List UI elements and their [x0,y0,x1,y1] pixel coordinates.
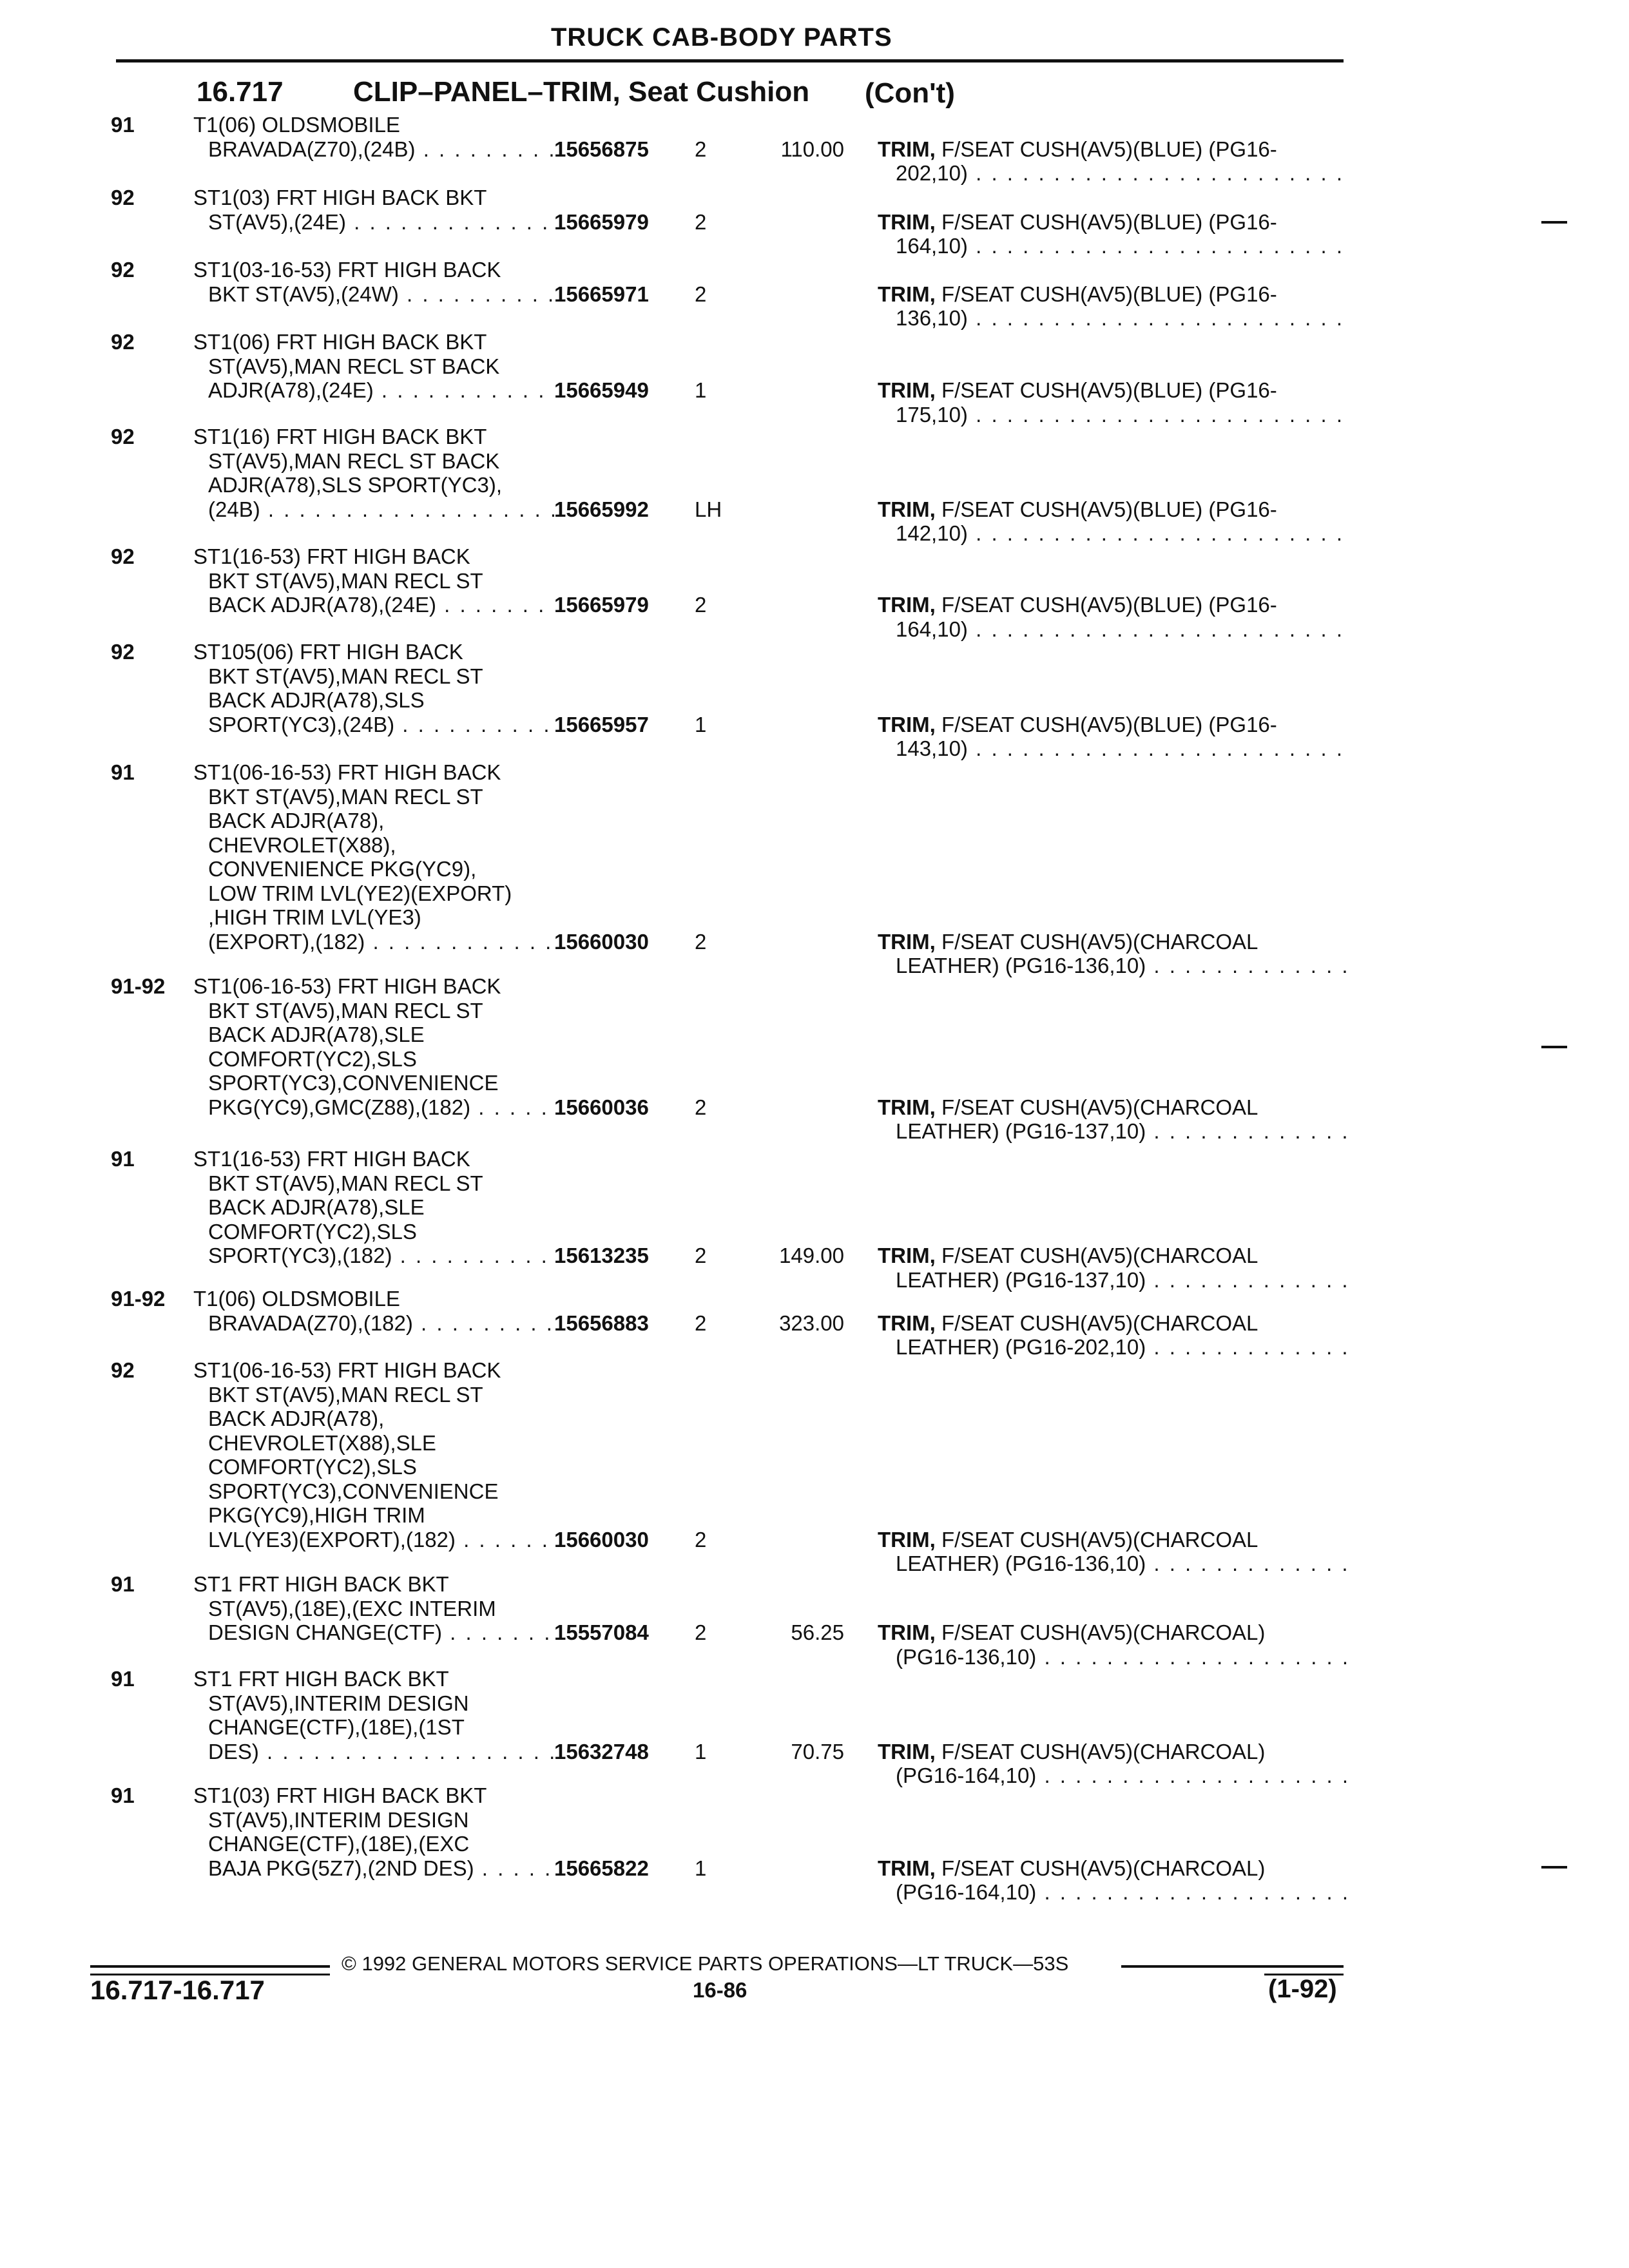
entry-description [193,1783,554,1880]
entry-trim-line: LEATHER) (PG16-137,10) . . . [878,1119,1348,1144]
entry-trim-line [878,713,1348,737]
entry-trim-description [878,1528,1348,1576]
entry-ref-number: 92 [111,258,135,282]
entry-description-line: COMFORT(YC2),SLS [208,1455,417,1479]
entry-price: 70.75 [791,1739,844,1763]
entry-description-line: (EXPORT),(182) . . . [193,930,554,954]
entry-trim-line: (PG16-164,10) . . . [878,1763,1348,1788]
entry-trim-label: TRIM, [878,929,936,954]
entry-trim-label: TRIM, [878,1095,936,1119]
entry-trim-line: 143,10) . . . [878,736,1348,761]
entry-trim-line [878,210,1348,235]
entry-quantity: 1 [695,1856,707,1880]
entry-description-line: CONVENIENCE PKG(YC9), [208,857,477,881]
entry-description-line: T1(06) OLDSMOBILE [193,1287,400,1311]
entry-description-line: T1(06) OLDSMOBILE [193,113,400,137]
entry-part-number: 15665957 [554,712,649,736]
entry-price: 110.00 [780,137,844,161]
entry-description-line: (24B) . . . [193,497,554,522]
entry-trim-description [878,282,1348,331]
entry-trim-label: TRIM, [878,712,936,736]
entry-ref-number: 91-92 [111,1287,166,1311]
entry-trim-label: TRIM, [878,1739,936,1763]
entry-trim-line [878,1095,1348,1120]
entry-description-line: PKG(YC9),HIGH TRIM [208,1503,425,1527]
entry-description-line: LOW TRIM LVL(YE2)(EXPORT) [208,881,512,905]
entry-trim-description [878,1244,1348,1292]
entry-description-line: BACK ADJR(A78),(24E) . . . [193,593,554,617]
entry-trim-line [878,497,1348,522]
entry-description [193,760,554,954]
entry-description [193,425,554,521]
entry-description [193,1358,554,1552]
entry-trim-text: F/SEAT CUSH(AV5)(CHARCOAL) [941,1620,1266,1644]
entry-part-number: 15660036 [554,1095,649,1119]
entry-description-line: ST1(03) FRT HIGH BACK BKT [193,1783,487,1807]
header-rule [116,59,1344,62]
entry-trim-label: TRIM, [878,137,936,161]
entry-description-line: COMFORT(YC2),SLS [208,1046,417,1071]
entry-description-line: CHEVROLET(X88), [208,832,396,857]
entry-description-line: CHANGE(CTF),(18E),(1ST [208,1715,465,1739]
entry-ref-number: 91-92 [111,974,166,998]
footer-rule [90,1965,330,1968]
section-continued: (Con't) [865,77,955,109]
entry-trim-line [878,378,1348,403]
entry-description-line: ST1(03) FRT HIGH BACK BKT [193,186,487,209]
entry-quantity: 1 [695,1739,707,1763]
entry-description-line: BAJA PKG(5Z7),(2ND DES) . . . [193,1856,554,1881]
entry-trim-label: TRIM, [878,497,936,521]
entry-trim-text: F/SEAT CUSH(AV5)(BLUE) (PG16- [941,282,1277,306]
entry-ref-number: 91 [111,1667,135,1691]
entry-description-line: BKT ST(AV5),MAN RECL ST [208,1171,483,1195]
entry-description [193,330,554,403]
entry-description-line: BRAVADA(Z70),(182) . . . [193,1311,554,1336]
entry-description-line: ST1 FRT HIGH BACK BKT [193,1667,449,1691]
entry-trim-line: (PG16-136,10) . . . [878,1645,1348,1669]
entry-description-line: CHANGE(CTF),(18E),(EXC [208,1832,470,1856]
entry-trim-text: F/SEAT CUSH(AV5)(CHARCOAL [941,1527,1258,1552]
entry-trim-line: 164,10) . . . [878,617,1348,642]
entry-trim-description [878,713,1348,761]
margin-mark [1541,1866,1567,1869]
entry-trim-text: F/SEAT CUSH(AV5)(BLUE) (PG16- [941,497,1277,521]
entry-part-number: 15665979 [554,593,649,617]
entry-description [193,113,554,161]
entry-part-number: 15665971 [554,282,649,306]
entry-trim-text: F/SEAT CUSH(AV5)(BLUE) (PG16- [941,593,1277,617]
entry-part-number: 15557084 [554,1620,649,1644]
entry-part-number: 15656883 [554,1311,649,1335]
entry-trim-line [878,1620,1348,1645]
entry-price: 149.00 [779,1244,844,1267]
entry-trim-text: F/SEAT CUSH(AV5)(CHARCOAL [941,929,1258,954]
page-header-title: TRUCK CAB-BODY PARTS [551,23,892,52]
entry-trim-line: (PG16-164,10) . . . [878,1880,1348,1905]
entry-trim-label: TRIM, [878,1311,936,1335]
entry-trim-line: LEATHER) (PG16-136,10) . . . [878,1552,1348,1576]
entry-trim-text: F/SEAT CUSH(AV5)(CHARCOAL [941,1311,1258,1335]
entry-trim-line [878,1311,1348,1336]
entry-trim-description [878,1620,1348,1669]
entry-price: 56.25 [791,1620,844,1644]
footer-copyright: © 1992 GENERAL MOTORS SERVICE PARTS OPERATIONS—LT TRUCK—53S [342,1952,1069,1975]
entry-trim-description [878,137,1348,186]
entry-trim-line [878,1856,1348,1881]
entry-ref-number: 91 [111,1783,135,1807]
entry-quantity: 2 [695,929,707,954]
entry-trim-line [878,1244,1348,1268]
entry-description-line: ST1(06) FRT HIGH BACK BKT [193,330,487,354]
entry-trim-line [878,593,1348,617]
entry-description-line: ST(AV5),INTERIM DESIGN [208,1691,469,1715]
entry-trim-description [878,1311,1348,1360]
entry-description-line: ST1 FRT HIGH BACK BKT [193,1572,449,1596]
entry-price: 323.00 [779,1311,844,1335]
entry-trim-text: F/SEAT CUSH(AV5)(BLUE) (PG16- [941,209,1277,234]
entry-description-line: ST(AV5),INTERIM DESIGN [208,1807,469,1832]
entry-trim-line: 136,10) . . . [878,306,1348,331]
entry-description-line: ST1(06-16-53) FRT HIGH BACK [193,1358,501,1382]
entry-description-line: SPORT(YC3),CONVENIENCE [208,1479,499,1503]
margin-mark [1541,221,1567,224]
entry-trim-description [878,497,1348,546]
entry-trim-description [878,210,1348,258]
entry-ref-number: 91 [111,1572,135,1596]
entry-description [193,1667,554,1763]
entry-description-line: BACK ADJR(A78),SLE [208,1195,425,1219]
entry-part-number: 15656875 [554,137,649,161]
entry-description-line: BKT ST(AV5),MAN RECL ST [208,1382,483,1407]
entry-description [193,186,554,234]
entry-description-line: ADJR(A78),(24E) . . . [193,378,554,403]
entry-trim-label: TRIM, [878,1620,936,1644]
entry-trim-label: TRIM, [878,1244,936,1267]
entry-description-line: BACK ADJR(A78), [208,809,385,832]
entry-ref-number: 92 [111,186,135,209]
entry-description-line: ST(AV5),MAN RECL ST BACK [208,448,500,473]
entry-description-line: ST1(16-53) FRT HIGH BACK [193,1147,470,1171]
entry-quantity: 2 [695,593,707,617]
entry-trim-line: 142,10) . . . [878,521,1348,546]
entry-description-line: ST1(03-16-53) FRT HIGH BACK [193,258,501,282]
entry-description-line: BKT ST(AV5),MAN RECL ST [208,568,483,593]
entry-trim-label: TRIM, [878,209,936,234]
entry-trim-label: TRIM, [878,593,936,617]
entry-trim-text: F/SEAT CUSH(AV5)(CHARCOAL [941,1244,1258,1267]
entry-ref-number: 91 [111,113,135,137]
entry-trim-line [878,137,1348,162]
entry-ref-number: 92 [111,544,135,568]
entry-trim-label: TRIM, [878,282,936,306]
entry-description-line: BACK ADJR(A78),SLS [208,688,425,712]
entry-description-line: DES) . . . [193,1740,554,1764]
entry-trim-line: 202,10) . . . [878,161,1348,186]
entry-description [193,544,554,617]
entry-trim-line: 175,10) . . . [878,403,1348,427]
entry-description-line: ADJR(A78),SLS SPORT(YC3), [208,473,503,497]
entry-description-line: DESIGN CHANGE(CTF) . . . [193,1620,554,1645]
entry-trim-line [878,1528,1348,1552]
entry-quantity: 2 [695,209,707,234]
entry-quantity: 2 [695,282,707,306]
entry-quantity: 2 [695,1620,707,1644]
entry-ref-number: 92 [111,640,135,664]
margin-mark [1541,1046,1567,1048]
entry-ref-number: 92 [111,330,135,354]
entry-description [193,258,554,306]
entry-description-line: BKT ST(AV5),(24W) . . . [193,282,554,307]
entry-trim-text: F/SEAT CUSH(AV5)(CHARCOAL) [941,1739,1266,1763]
entry-description-line: SPORT(YC3),(182) . . . [193,1244,554,1268]
entry-trim-text: F/SEAT CUSH(AV5)(CHARCOAL) [941,1856,1266,1880]
entry-description-line: BKT ST(AV5),MAN RECL ST [208,998,483,1023]
entry-description-line: COMFORT(YC2),SLS [208,1219,417,1244]
entry-part-number: 15665979 [554,209,649,234]
entry-trim-text: F/SEAT CUSH(AV5)(BLUE) (PG16- [941,137,1277,161]
section-title: CLIP–PANEL–TRIM, Seat Cushion [353,76,810,108]
entry-trim-line [878,930,1348,954]
entry-description-line: LVL(YE3)(EXPORT),(182) . . . [193,1528,554,1552]
entry-ref-number: 91 [111,1147,135,1171]
entry-trim-text: F/SEAT CUSH(AV5)(BLUE) (PG16- [941,712,1277,736]
entry-part-number: 15660030 [554,929,649,954]
entry-description-line: ST1(06-16-53) FRT HIGH BACK [193,974,501,998]
entry-part-number: 15632748 [554,1739,649,1763]
entry-trim-description [878,1095,1348,1144]
entry-description-line: BACK ADJR(A78), [208,1407,385,1430]
entry-quantity: 2 [695,137,707,161]
entry-quantity: 2 [695,1527,707,1552]
entry-trim-description [878,930,1348,978]
entry-trim-line [878,1740,1348,1764]
entry-trim-line: 164,10) . . . [878,234,1348,258]
entry-quantity: 2 [695,1244,707,1267]
entry-trim-label: TRIM, [878,1856,936,1880]
entry-trim-label: TRIM, [878,378,936,402]
entry-description-line: ,HIGH TRIM LVL(YE3) [208,905,421,929]
entry-quantity: 1 [695,378,707,402]
entry-description [193,640,554,736]
entry-description [193,1287,554,1335]
entry-description-line: ST1(06-16-53) FRT HIGH BACK [193,760,501,784]
footer-date: (1-92) [1268,1975,1337,2003]
entry-quantity: 1 [695,712,707,736]
entry-description-line: CHEVROLET(X88),SLE [208,1430,436,1455]
footer-rule [1121,1965,1344,1968]
entry-ref-number: 92 [111,1358,135,1382]
entry-trim-description [878,593,1348,641]
entry-description [193,1572,554,1645]
entry-description-line: BKT ST(AV5),MAN RECL ST [208,664,483,688]
entry-description-line: ST105(06) FRT HIGH BACK [193,640,463,664]
entry-trim-line: LEATHER) (PG16-136,10) . . . [878,954,1348,978]
entry-part-number: 15660030 [554,1527,649,1552]
footer-section-range: 16.717-16.717 [90,1975,265,2005]
footer-page-number: 16-86 [693,1978,747,2002]
entry-ref-number: 92 [111,425,135,448]
entry-trim-text: F/SEAT CUSH(AV5)(CHARCOAL [941,1095,1258,1119]
entry-description-line: SPORT(YC3),CONVENIENCE [208,1071,499,1095]
entry-description-line: ST(AV5),MAN RECL ST BACK [208,354,500,378]
entry-description [193,974,554,1119]
entry-quantity: 2 [695,1095,707,1119]
entry-trim-line: LEATHER) (PG16-202,10) . . . [878,1335,1348,1360]
section-number: 16.717 [197,76,284,108]
entry-part-number: 15665949 [554,378,649,402]
entry-quantity: 2 [695,1311,707,1335]
entry-description-line: BKT ST(AV5),MAN RECL ST [208,784,483,809]
entry-description [193,1147,554,1268]
entry-description-line: BRAVADA(Z70),(24B) . . . [193,137,554,162]
entry-part-number: 15613235 [554,1244,649,1267]
entry-trim-description [878,378,1348,427]
entry-description-line: SPORT(YC3),(24B) . . . [193,713,554,737]
entry-part-number: 15665992 [554,497,649,521]
entry-quantity: LH [695,497,722,521]
entry-description-line: PKG(YC9),GMC(Z88),(182) . . . [193,1095,554,1120]
entry-trim-line [878,282,1348,307]
entry-description-line: ST(AV5),(18E),(EXC INTERIM [208,1596,496,1620]
entry-description-line: BACK ADJR(A78),SLE [208,1023,425,1046]
entry-trim-text: F/SEAT CUSH(AV5)(BLUE) (PG16- [941,378,1277,402]
entry-trim-line: LEATHER) (PG16-137,10) . . . [878,1268,1348,1293]
entry-part-number: 15665822 [554,1856,649,1880]
entry-trim-description [878,1856,1348,1905]
entry-description-line: ST1(16-53) FRT HIGH BACK [193,544,470,568]
entry-description-line: ST(AV5),(24E) . . . [193,210,554,235]
entry-trim-label: TRIM, [878,1527,936,1552]
entry-trim-description [878,1740,1348,1788]
entry-ref-number: 91 [111,760,135,784]
entry-description-line: ST1(16) FRT HIGH BACK BKT [193,425,487,448]
